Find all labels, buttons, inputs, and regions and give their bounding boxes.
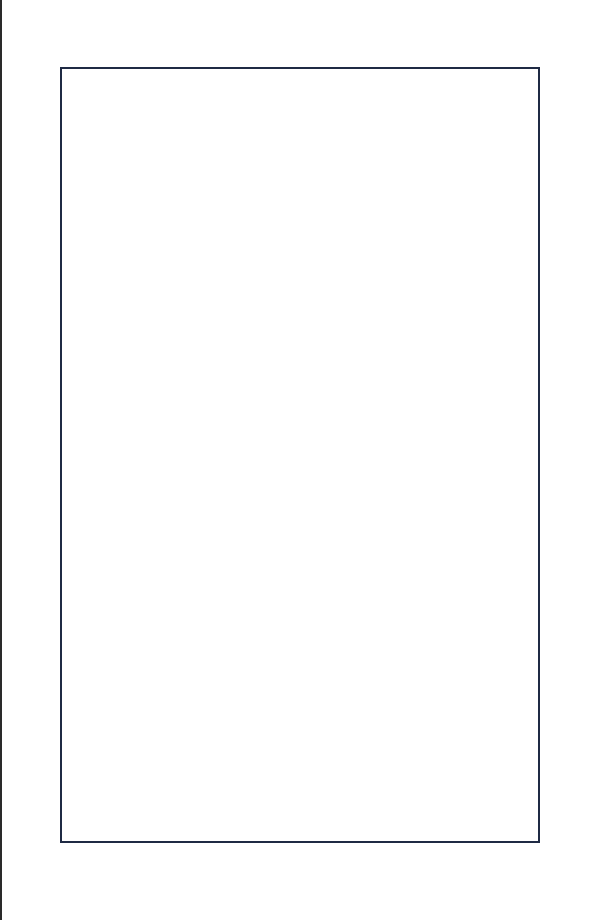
section-gap bbox=[67, 75, 533, 90]
toc-frame bbox=[60, 67, 540, 843]
page-spine-line bbox=[0, 0, 2, 920]
